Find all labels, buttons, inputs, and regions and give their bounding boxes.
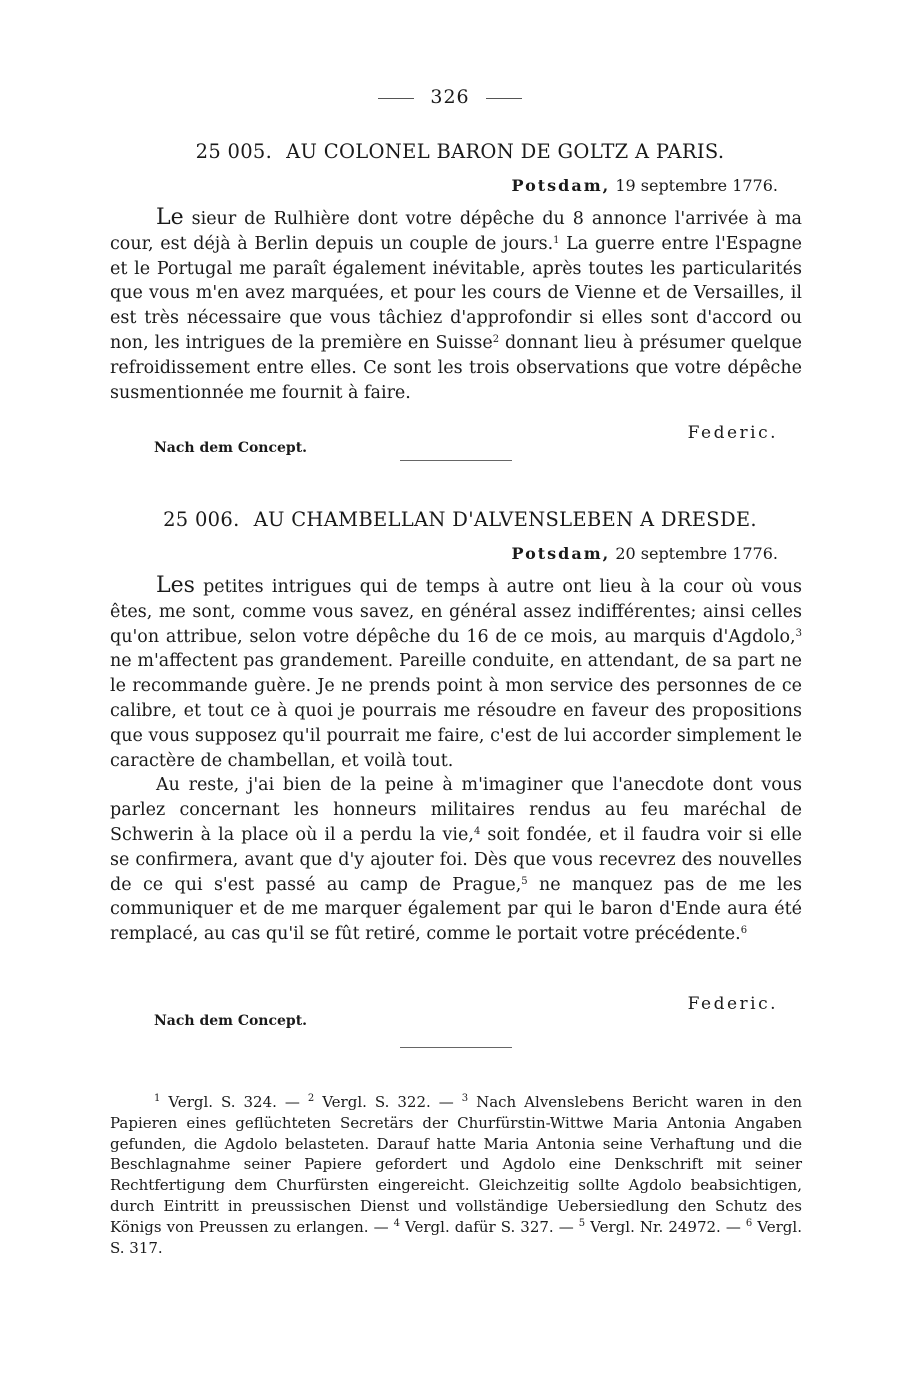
letter-title: AU CHAMBELLAN D'ALVENSLEBEN A DRESDE. <box>253 508 757 531</box>
footnote-number: 2 <box>307 1093 315 1104</box>
footnote-number: 6 <box>745 1217 753 1229</box>
text-run: petites intrigues qui de temps à autre ont lieu à la cour où vous êtes, me sont, comme vous savez, en général assez indifférentes; ainsi celles qu'on attribue, selon votre dépêche du 16 de ce mois, au marquis d'Agdolo, <box>110 577 802 647</box>
footnote-number: 4 <box>393 1217 401 1229</box>
signature: Federic. <box>687 994 778 1014</box>
dateline <box>511 544 778 563</box>
section-divider <box>400 460 512 461</box>
text-run: sieur de Rulhière dont votre dépêche du 8 annonce l'arrivée à ma cour, est déjà à Berlin depuis un couple de jours. <box>110 209 802 254</box>
initial-word: Les <box>156 573 195 598</box>
footnote-text: Vergl. S. 317. <box>110 1217 802 1257</box>
page-header <box>0 86 900 108</box>
dateline-place: Potsdam, <box>511 544 611 563</box>
dateline-date: 19 septembre 1776. <box>615 176 778 195</box>
header-rule-right <box>486 98 522 99</box>
text-run: donnant lieu à présumer quelque refroidissement entre elles. Ce sont les trois observations que votre dépêche susmentionnée me fournit à faire. <box>110 332 802 403</box>
source-note: Nach dem Concept. <box>154 1013 308 1029</box>
footnote-ref: 4 <box>473 825 481 837</box>
text-run: ne m'affectent pas grandement. Pareille conduite, en attendant, de sa part ne le recommande guère. Je ne prends point à mon service des personnes de ce calibre, et tout ce à quoi je pourrais me résoudre en faveur des propositions que vous supposez qu'il pourrait me faire, c'est de lui accorder simplement le caractère de chambellan, et voilà tout. <box>110 651 802 771</box>
dateline-date: 20 septembre 1776. <box>615 544 778 563</box>
footnote-text: Nach Alvenslebens Bericht waren in den Papieren eines geflüchteten Secretärs der Churfürstin-Wittwe Maria Antonia Angaben gefunden, die Agdolo belasteten. Darauf hatte Maria Antonia seine Verhaftung und die Beschlagnahme seiner Papiere gefordert und Agdolo eine Denkschrift mit seiner Rechtfertigung dem Churfürsten eingereicht. Gleichzeitig sollte Agdolo beabsichtigen, durch Eintritt in preussischen Dienst und vollständige Uebersiedlung den Schutz des Königs von Preussen zu erlangen. — <box>110 1093 802 1236</box>
footnote-ref: 2 <box>492 333 500 345</box>
footnote-ref: 5 <box>521 875 528 887</box>
letter-number: 25 006. <box>163 508 240 531</box>
footnote-number: 3 <box>461 1093 469 1104</box>
signature: Federic. <box>687 423 778 443</box>
letter-title: AU COLONEL BARON DE GOLTZ A PARIS. <box>286 140 725 163</box>
footnote-ref: 6 <box>740 925 748 937</box>
footnote-number: 1 <box>154 1093 161 1104</box>
footnote-block <box>110 1092 802 1258</box>
footnote-ref: 3 <box>795 627 802 639</box>
footnote-ref: 1 <box>553 234 560 246</box>
text-run: La guerre entre l'Espagne et le Portugal me paraît également inévitable, après toutes les particularités que vous m'en avez marquées, et pour les cours de Vienne et de Versailles, il est très nécessaire que vous tâchiez d'approfondir si elles sont d'accord ou non, les intrigues de la première en Suisse <box>110 233 803 353</box>
footnote-text: Vergl. S. 324. — <box>160 1093 308 1111</box>
paragraph <box>110 206 802 405</box>
dateline-place: Potsdam, <box>511 176 611 195</box>
source-note: Nach dem Concept. <box>154 440 308 456</box>
footnote-text: Vergl. S. 322. — <box>314 1093 462 1111</box>
header-rule-left <box>378 98 414 99</box>
section-divider <box>400 1047 512 1048</box>
letter-body <box>110 206 802 405</box>
letter-body <box>110 574 802 947</box>
paragraph <box>110 574 802 773</box>
letter-heading <box>110 508 810 531</box>
initial-word: Le <box>156 205 184 230</box>
footnotes <box>110 1092 802 1258</box>
letter-heading <box>110 140 810 163</box>
footnote-text: Vergl. Nr. 24972. — <box>585 1217 746 1236</box>
footnote-number: 5 <box>578 1217 586 1229</box>
text-run: Au reste, j'ai bien de la peine à m'imaginer que l'anecdote dont vous parlez concernant les honneurs militaires rendus au feu maréchal de Schwerin à la place où il a perdu la vie, <box>110 775 802 845</box>
text-run: ne manquez pas de me les communiquer et de me marquer également par qui le baron d'Ende aura été remplacé, au cas qu'il se fût retiré, comme le portait votre précédente. <box>110 874 802 945</box>
footnote-text: Vergl. dafür S. 327. — <box>400 1217 579 1236</box>
page-number: 326 <box>430 86 470 108</box>
text-run: soit fondée, et il faudra voir si elle se confirmera, avant que d'y ajouter foi. Dès que vous recevrez des nouvelles de ce qui s'est passé au camp de Prague, <box>110 824 803 895</box>
dateline <box>511 176 778 195</box>
letter-number: 25 005. <box>195 140 273 163</box>
paragraph <box>110 773 802 947</box>
